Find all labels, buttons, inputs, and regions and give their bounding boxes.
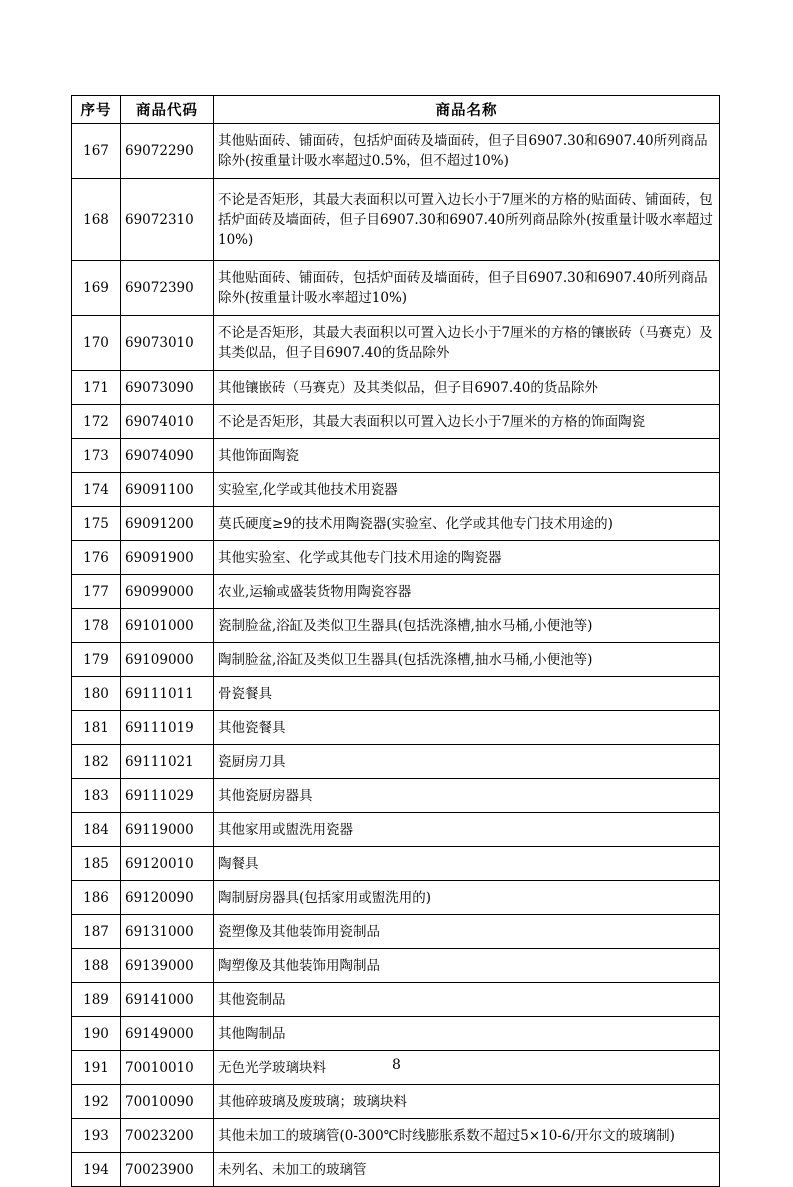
cell-commodity-code: 70023200 [121, 1119, 214, 1153]
cell-serial-number: 181 [72, 711, 121, 745]
cell-commodity-code: 69072390 [121, 261, 214, 316]
table-row [72, 983, 720, 1017]
table-row [72, 1153, 720, 1187]
cell-commodity-name: 其他瓷制品 [214, 983, 720, 1017]
table-row [72, 405, 720, 439]
cell-commodity-code: 69131000 [121, 915, 214, 949]
cell-serial-number: 193 [72, 1119, 121, 1153]
table-row [72, 949, 720, 983]
cell-commodity-name: 其他贴面砖、铺面砖，包括炉面砖及墙面砖，但子目6907.30和6907.40所列商品除外(按重量计吸水率超过10%) [214, 261, 720, 316]
cell-serial-number: 190 [72, 1017, 121, 1051]
table-row [72, 1085, 720, 1119]
cell-serial-number: 177 [72, 575, 121, 609]
cell-serial-number: 182 [72, 745, 121, 779]
cell-commodity-name: 其他瓷厨房器具 [214, 779, 720, 813]
cell-commodity-name: 其他家用或盥洗用瓷器 [214, 813, 720, 847]
cell-commodity-code: 69141000 [121, 983, 214, 1017]
cell-commodity-code: 69073010 [121, 316, 214, 371]
table-row [72, 124, 720, 179]
cell-serial-number: 174 [72, 473, 121, 507]
table-row [72, 677, 720, 711]
cell-commodity-code: 69111011 [121, 677, 214, 711]
cell-serial-number: 175 [72, 507, 121, 541]
cell-commodity-code: 69073090 [121, 371, 214, 405]
table-row [72, 1119, 720, 1153]
cell-serial-number: 189 [72, 983, 121, 1017]
table-row [72, 745, 720, 779]
cell-commodity-name: 不论是否矩形，其最大表面积以可置入边长小于7厘米的方格的饰面陶瓷 [214, 405, 720, 439]
cell-serial-number: 183 [72, 779, 121, 813]
cell-commodity-code: 69072290 [121, 124, 214, 179]
table-row [72, 1017, 720, 1051]
cell-serial-number: 180 [72, 677, 121, 711]
table-row [72, 507, 720, 541]
commodity-table [71, 95, 720, 1187]
cell-commodity-name: 农业,运输或盛装货物用陶瓷容器 [214, 575, 720, 609]
cell-commodity-code: 70023900 [121, 1153, 214, 1187]
cell-serial-number: 187 [72, 915, 121, 949]
cell-serial-number: 173 [72, 439, 121, 473]
table-row [72, 711, 720, 745]
cell-serial-number: 170 [72, 316, 121, 371]
header-serial-number: 序号 [72, 96, 121, 124]
cell-serial-number: 176 [72, 541, 121, 575]
cell-serial-number: 192 [72, 1085, 121, 1119]
cell-commodity-name: 其他陶制品 [214, 1017, 720, 1051]
cell-commodity-name: 其他碎玻璃及废玻璃；玻璃块料 [214, 1085, 720, 1119]
cell-serial-number: 179 [72, 643, 121, 677]
cell-commodity-code: 69139000 [121, 949, 214, 983]
cell-serial-number: 191 [72, 1051, 121, 1085]
cell-commodity-code: 70010090 [121, 1085, 214, 1119]
cell-commodity-name: 其他饰面陶瓷 [214, 439, 720, 473]
cell-commodity-code: 70010010 [121, 1051, 214, 1085]
cell-commodity-name: 陶塑像及其他装饰用陶制品 [214, 949, 720, 983]
cell-commodity-name: 不论是否矩形，其最大表面积以可置入边长小于7厘米的方格的贴面砖、铺面砖，包括炉面砖及墙面砖，但子目6907.30和6907.40所列商品除外(按重量计吸水率超过10%) [214, 179, 720, 261]
cell-commodity-name: 其他未加工的玻璃管(0-300℃时线膨胀系数不超过5×10-6/开尔文的玻璃制) [214, 1119, 720, 1153]
cell-commodity-code: 69101000 [121, 609, 214, 643]
cell-commodity-name: 陶餐具 [214, 847, 720, 881]
table-row [72, 575, 720, 609]
cell-serial-number: 184 [72, 813, 121, 847]
cell-commodity-name: 陶制厨房器具(包括家用或盥洗用的) [214, 881, 720, 915]
cell-commodity-name: 骨瓷餐具 [214, 677, 720, 711]
table-row [72, 179, 720, 261]
cell-commodity-name: 瓷厨房刀具 [214, 745, 720, 779]
table-row [72, 609, 720, 643]
cell-commodity-code: 69074010 [121, 405, 214, 439]
cell-serial-number: 168 [72, 179, 121, 261]
cell-commodity-code: 69091100 [121, 473, 214, 507]
cell-commodity-code: 69109000 [121, 643, 214, 677]
cell-serial-number: 194 [72, 1153, 121, 1187]
table-row [72, 643, 720, 677]
cell-serial-number: 188 [72, 949, 121, 983]
cell-commodity-name: 无色光学玻璃块料 [214, 1051, 720, 1085]
header-commodity-code: 商品代码 [121, 96, 214, 124]
cell-commodity-code: 69111021 [121, 745, 214, 779]
table-row [72, 779, 720, 813]
cell-serial-number: 186 [72, 881, 121, 915]
cell-commodity-code: 69111029 [121, 779, 214, 813]
cell-commodity-name: 瓷塑像及其他装饰用瓷制品 [214, 915, 720, 949]
table-row [72, 813, 720, 847]
table-row [72, 371, 720, 405]
table-row [72, 261, 720, 316]
table-header-row [72, 96, 720, 124]
cell-commodity-code: 69120010 [121, 847, 214, 881]
cell-commodity-code: 69072310 [121, 179, 214, 261]
table-body [72, 124, 720, 1187]
cell-commodity-code: 69149000 [121, 1017, 214, 1051]
table-row [72, 541, 720, 575]
cell-commodity-name: 其他贴面砖、铺面砖，包括炉面砖及墙面砖，但子目6907.30和6907.40所列商品除外(按重量计吸水率超过0.5%，但不超过10%) [214, 124, 720, 179]
cell-commodity-code: 69111019 [121, 711, 214, 745]
cell-commodity-name: 其他镶嵌砖（马赛克）及其类似品，但子目6907.40的货品除外 [214, 371, 720, 405]
cell-commodity-name: 莫氏硬度≥9的技术用陶瓷器(实验室、化学或其他专门技术用途的) [214, 507, 720, 541]
cell-serial-number: 178 [72, 609, 121, 643]
cell-serial-number: 169 [72, 261, 121, 316]
table-row [72, 439, 720, 473]
cell-commodity-code: 69120090 [121, 881, 214, 915]
cell-serial-number: 167 [72, 124, 121, 179]
table-row [72, 915, 720, 949]
cell-commodity-name: 实验室,化学或其他技术用瓷器 [214, 473, 720, 507]
cell-serial-number: 172 [72, 405, 121, 439]
cell-commodity-code: 69099000 [121, 575, 214, 609]
cell-commodity-name: 陶制脸盆,浴缸及类似卫生器具(包括洗涤槽,抽水马桶,小便池等) [214, 643, 720, 677]
table-row [72, 847, 720, 881]
table-row [72, 473, 720, 507]
cell-commodity-code: 69091900 [121, 541, 214, 575]
header-commodity-name: 商品名称 [214, 96, 720, 124]
cell-commodity-name: 其他瓷餐具 [214, 711, 720, 745]
page-number: 8 [392, 1057, 401, 1073]
cell-commodity-name: 不论是否矩形，其最大表面积以可置入边长小于7厘米的方格的镶嵌砖（马赛克）及其类似品，但子目6907.40的货品除外 [214, 316, 720, 371]
table-row [72, 316, 720, 371]
cell-commodity-code: 69091200 [121, 507, 214, 541]
cell-commodity-code: 69119000 [121, 813, 214, 847]
cell-commodity-name: 未列名、未加工的玻璃管 [214, 1153, 720, 1187]
cell-commodity-name: 其他实验室、化学或其他专门技术用途的陶瓷器 [214, 541, 720, 575]
cell-serial-number: 171 [72, 371, 121, 405]
table-row [72, 881, 720, 915]
cell-serial-number: 185 [72, 847, 121, 881]
cell-commodity-name: 瓷制脸盆,浴缸及类似卫生器具(包括洗涤槽,抽水马桶,小便池等) [214, 609, 720, 643]
cell-commodity-code: 69074090 [121, 439, 214, 473]
